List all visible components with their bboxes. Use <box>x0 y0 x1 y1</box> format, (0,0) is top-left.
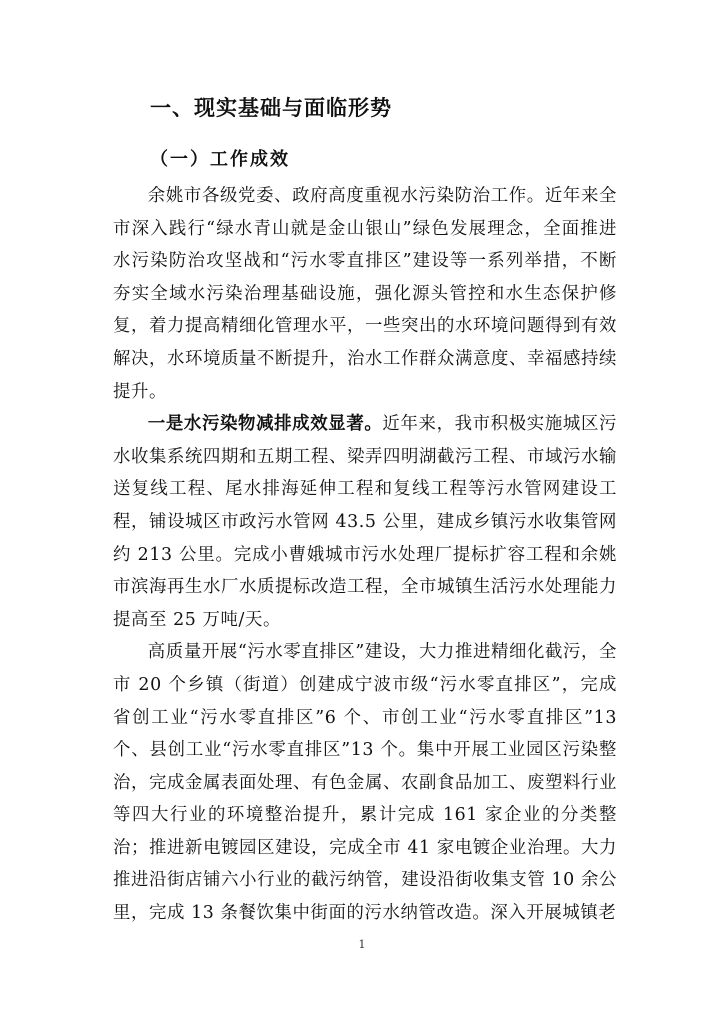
subsection-heading: （一）工作成效 <box>150 149 290 170</box>
paragraph-zero-discharge: 高质量开展“污水零直排区”建设，大力推进精细化截污，全市 20 个乡镇（街道）创建成宁波市级“污水零直排区”，完成省创工业“污水零直排区”6 个、市创工业“污水零直排区”13 个、县创工业“污水零直排区”13 个。集中开展工业园区污染整治，完成金属表面处理、有色金属、农副食品加工、废塑料行业等四大行业的环境整治提升，累计完成 161 家企业的分类整治；推进新电镀园区建设，完成全市 41 家电镀企业治理。大力推进沿街店铺六小行业的截污纳管，建设沿街收集支管 10 余公里，完成 13 条餐饮集中街面的污水纳管改造。深入开展城镇老 <box>113 642 617 924</box>
body-text <box>113 180 617 930</box>
section-heading: 一、现实基础与面临形势 <box>150 96 392 120</box>
paragraph-overview: 余姚市各级党委、政府高度重视水污染防治工作。近年来全市深入践行“绿水青山就是金山银山”绿色发展理念，全面推进水污染防治攻坚战和“污水零直排区”建设等一系列举措，不断夯实全域水污染治理基础设施，强化源头管控和水生态保护修复，着力提高精细化管理水平，一些突出的水环境问题得到有效解决，水环境质量不断提升，治水工作群众满意度、幸福感持续提升。 <box>113 186 617 402</box>
paragraph-emission-reduction <box>113 408 617 636</box>
page-number: 1 <box>358 938 366 951</box>
paragraph-lead: 一是水污染物减排成效显著。 <box>147 414 383 435</box>
paragraph-body: 近年来，我市积极实施城区污水收集系统四期和五期工程、梁弄四明湖截污工程、市域污水输送复线工程、尾水排海延伸工程和复线工程等污水管网建设工程，铺设城区市政污水管网 43.5 公里，建成乡镇污水收集管网约 213 公里。完成小曹娥城市污水处理厂提标扩容工程和余姚市滨海再生水厂水质提标改造工程，全市城镇生活污水处理能力提高至 25 万吨/天。 <box>113 414 617 630</box>
